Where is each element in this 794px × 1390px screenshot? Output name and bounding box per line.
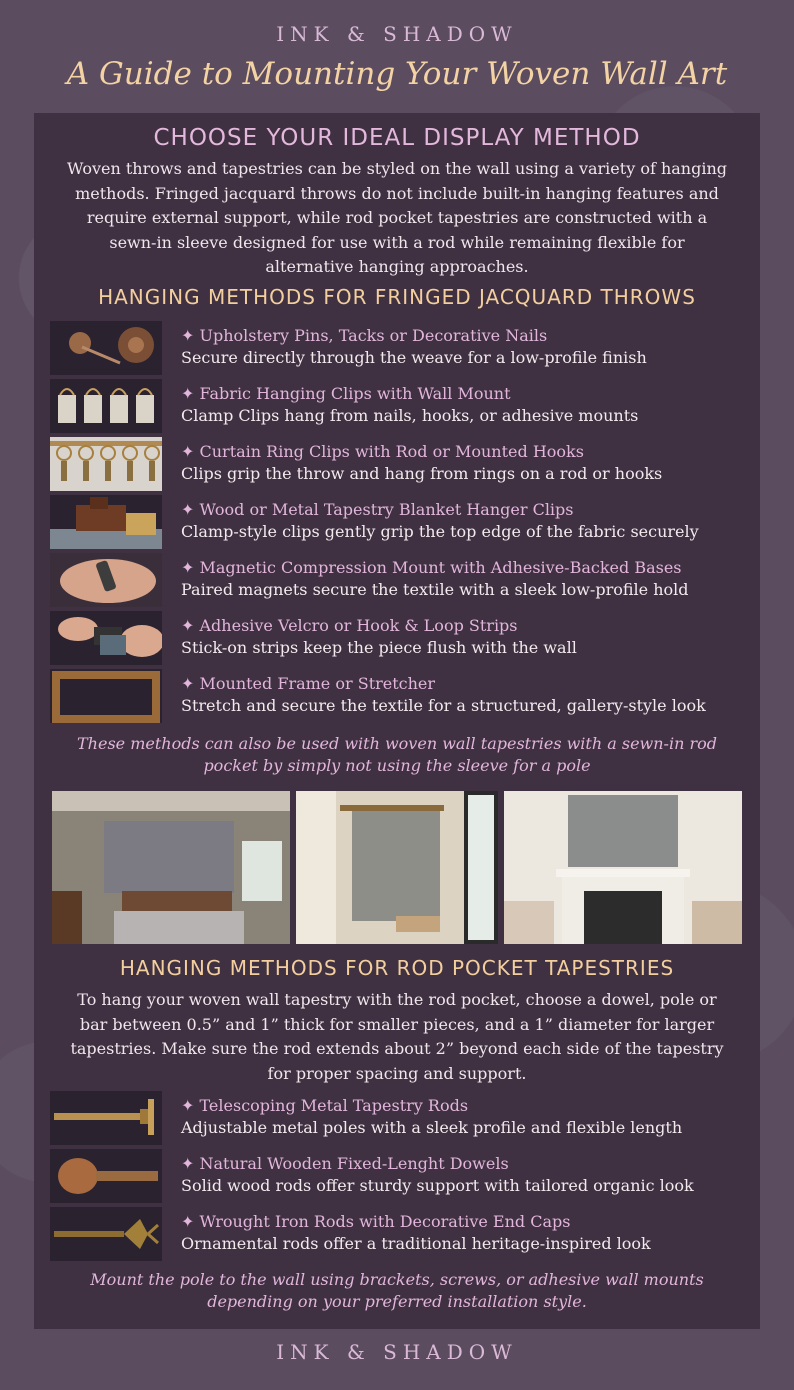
rod-heading: HANGING METHODS FOR ROD POCKET TAPESTRIES — [119, 956, 675, 980]
living-room-photo — [296, 791, 498, 944]
wooden-dowel-image — [50, 1149, 162, 1203]
method-description: Adjustable metal poles with a sleek profile and flexible length — [181, 1118, 683, 1137]
choose-heading: CHOOSE YOUR IDEAL DISPLAY METHOD — [153, 125, 641, 151]
method-title: ✦ Curtain Ring Clips with Rod or Mounted Hooks — [181, 442, 584, 461]
method-description: Clips grip the throw and hang from rings on a rod or hooks — [181, 464, 663, 483]
rod-method-list — [50, 1091, 750, 1265]
method-title: ✦ Mounted Frame or Stretcher — [181, 674, 436, 693]
method-item — [50, 553, 750, 611]
velcro-image — [50, 611, 162, 665]
metal-rod-image — [50, 1091, 162, 1145]
fireplace-photo — [504, 791, 742, 944]
method-description: Stick-on strips keep the piece flush with the wall — [181, 638, 577, 657]
choose-intro: Woven throws and tapestries can be styled on the wall using a variety of hanging methods. Fringed jacquard throws do not include built-in hanging features and require external support, while rod pocket tapestries are constructed with a sewn-in sleeve designed for use with a rod while remaining flexible for alternative hanging approaches. — [66, 159, 728, 276]
method-title: ✦ Telescoping Metal Tapestry Rods — [181, 1096, 469, 1115]
room-photos — [52, 791, 742, 944]
method-description: Paired magnets secure the textile with a sleek low-profile hold — [181, 580, 689, 599]
wrought-iron-rod-image — [50, 1207, 162, 1261]
rod-intro: To hang your woven wall tapestry with the rod pocket, choose a dowel, pole or bar between 0.5” and 1” thick for smaller pieces, and a 1” diameter for larger tapestries. Make sure the rod extends about 2” beyond each side of the tapestry for proper spacing and support. — [70, 990, 724, 1083]
ring-clips-image — [50, 437, 162, 491]
fabric-clips-image — [50, 379, 162, 433]
method-item — [50, 1149, 750, 1207]
magnet-image — [50, 553, 162, 607]
fringed-method-list — [50, 321, 750, 727]
method-title: ✦ Fabric Hanging Clips with Wall Mount — [181, 384, 511, 403]
brand-footer: INK & SHADOW — [276, 1340, 518, 1364]
page-title: A Guide to Mounting Your Woven Wall Art — [66, 56, 728, 92]
method-item — [50, 495, 750, 553]
method-description: Clamp Clips hang from nails, hooks, or adhesive mounts — [181, 406, 639, 425]
hanger-clips-image — [50, 495, 162, 549]
method-title: ✦ Adhesive Velcro or Hook & Loop Strips — [181, 616, 518, 635]
method-title: ✦ Upholstery Pins, Tacks or Decorative Nails — [181, 326, 548, 345]
brand-header: INK & SHADOW — [276, 22, 518, 46]
method-title: ✦ Magnetic Compression Mount with Adhesive-Backed Bases — [181, 558, 682, 577]
method-item — [50, 1091, 750, 1149]
method-item — [50, 379, 750, 437]
frame-image — [50, 669, 162, 723]
method-item — [50, 611, 750, 669]
fringed-note: These methods can also be used with woven wall tapestries with a sewn-in rod pocket by simply not using the sleeve for a pole — [77, 734, 717, 775]
method-description: Secure directly through the weave for a low-profile finish — [181, 348, 647, 367]
bedroom-photo — [52, 791, 290, 944]
fringed-heading: HANGING METHODS FOR FRINGED JACQUARD THROWS — [98, 285, 696, 309]
content-panel — [34, 113, 760, 1329]
method-description: Solid wood rods offer sturdy support with tailored organic look — [181, 1176, 694, 1195]
method-title: ✦ Natural Wooden Fixed-Lenght Dowels — [181, 1154, 509, 1173]
method-item — [50, 437, 750, 495]
method-description: Clamp-style clips gently grip the top edge of the fabric securely — [181, 522, 699, 541]
tacks-image — [50, 321, 162, 375]
method-item — [50, 321, 750, 379]
rod-note: Mount the pole to the wall using brackets, screws, or adhesive wall mounts depending on your preferred installation style. — [90, 1270, 704, 1311]
method-description: Ornamental rods offer a traditional heritage-inspired look — [181, 1234, 651, 1253]
method-item — [50, 1207, 750, 1265]
method-title: ✦ Wrought Iron Rods with Decorative End Caps — [181, 1212, 571, 1231]
method-item — [50, 669, 750, 727]
method-description: Stretch and secure the textile for a structured, gallery-style look — [181, 696, 706, 715]
method-title: ✦ Wood or Metal Tapestry Blanket Hanger Clips — [181, 500, 574, 519]
